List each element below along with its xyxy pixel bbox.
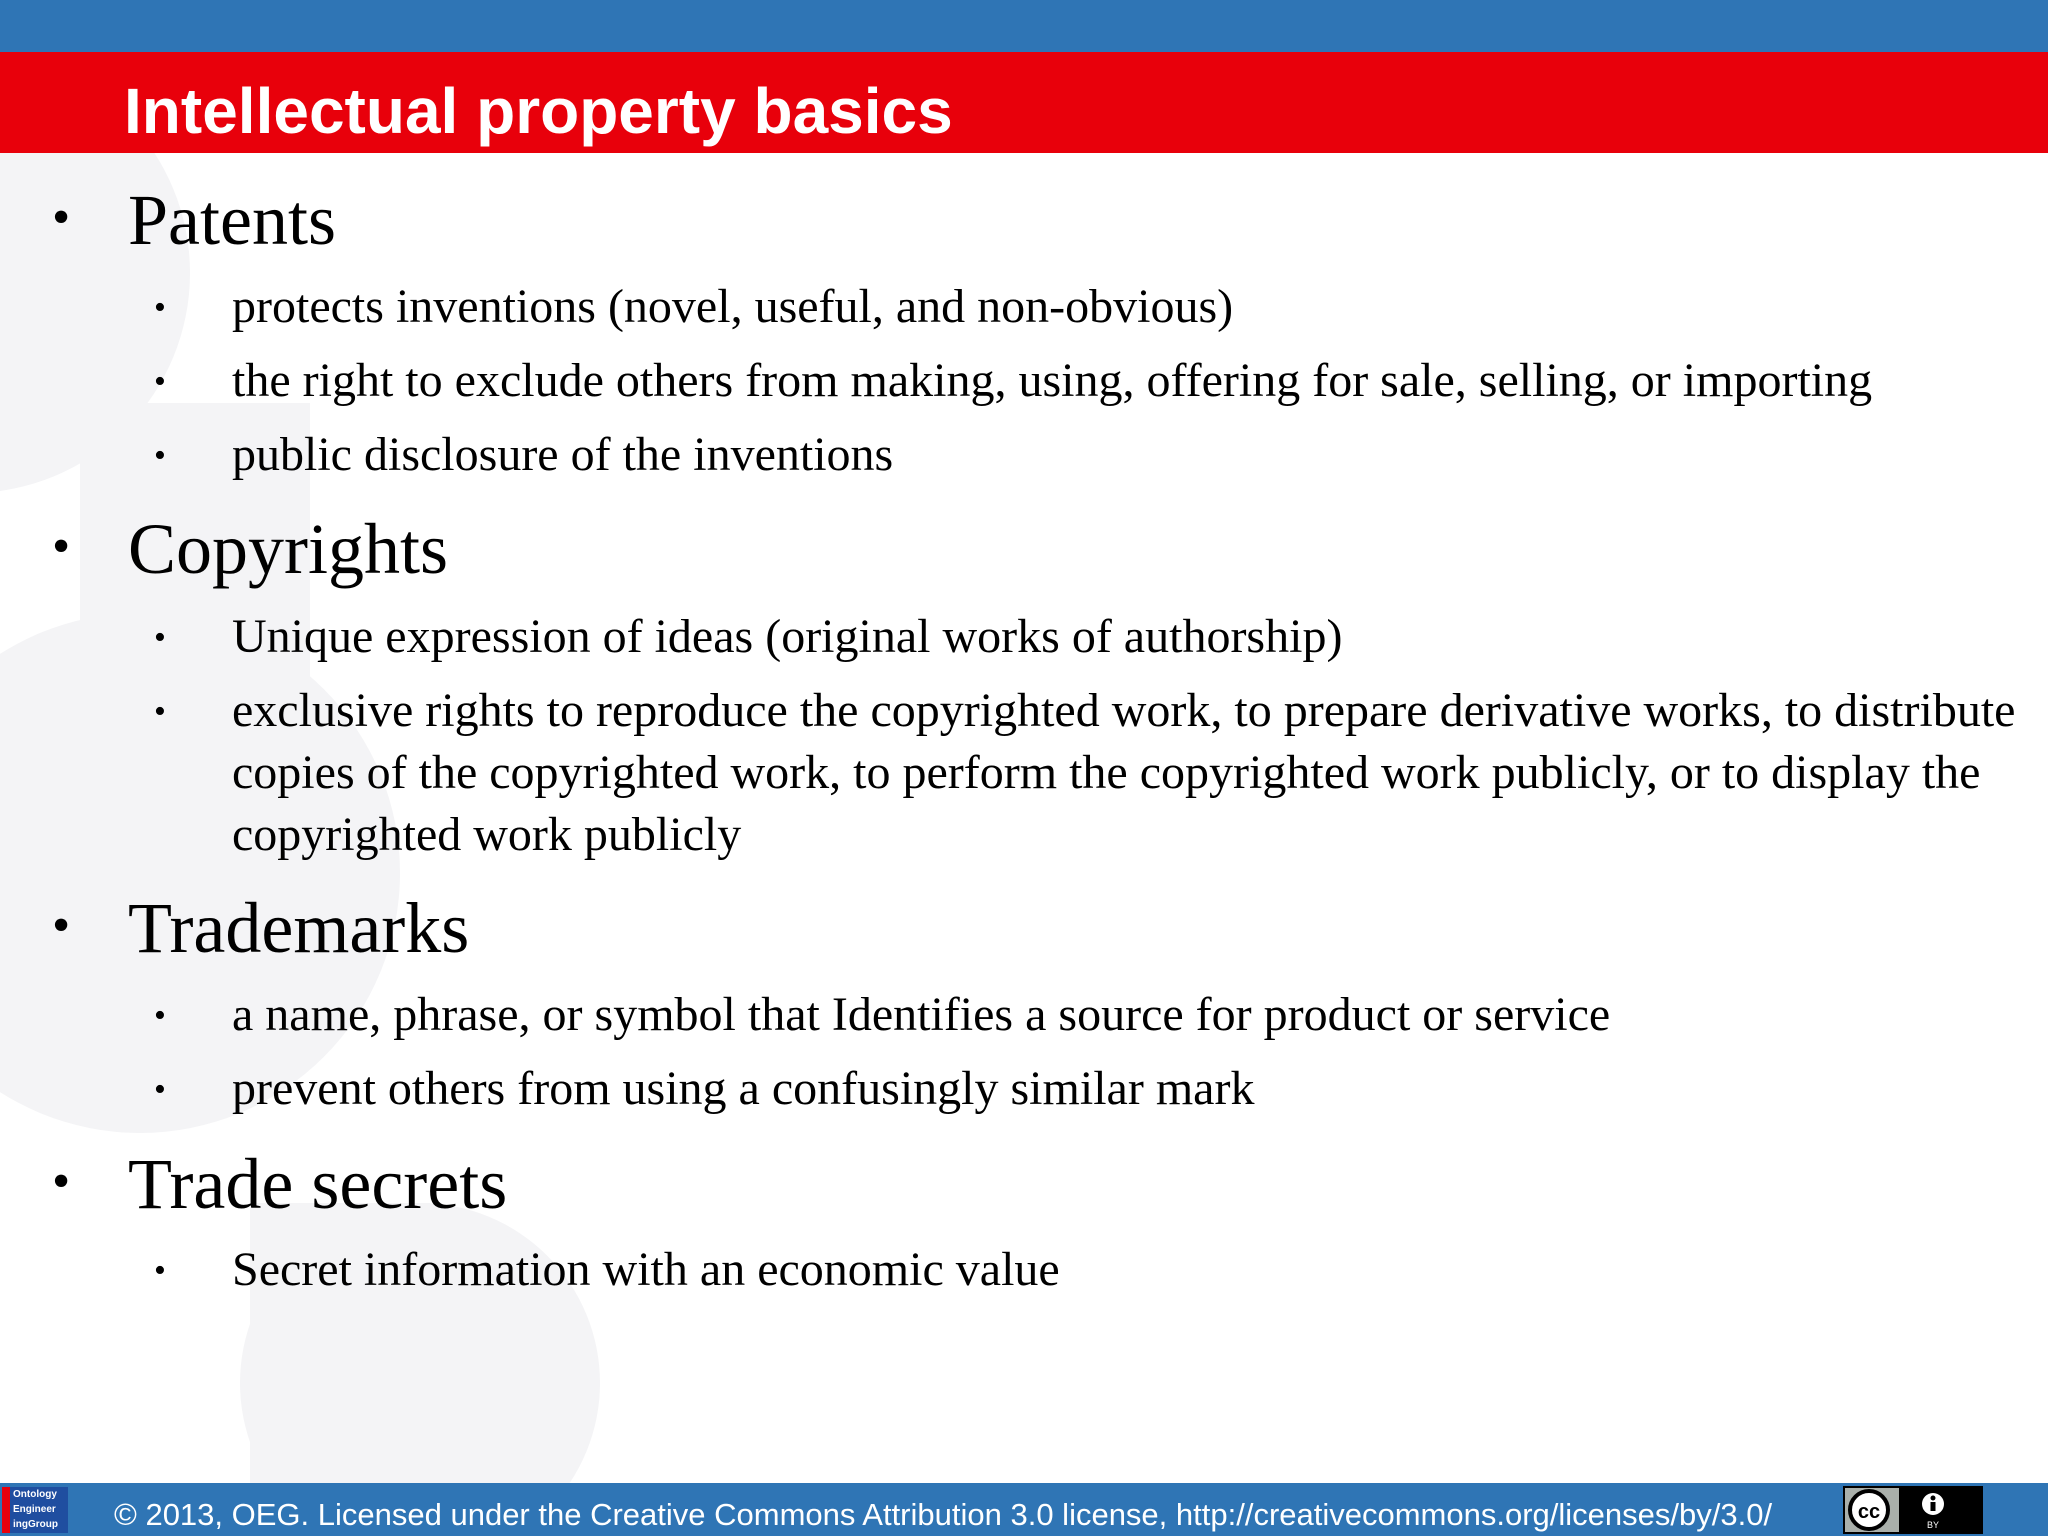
license-text: © 2013, OEG. Licensed under the Creative Commons Attribution 3.0 license, http://creativecommons.org/licenses/by/3.0/ <box>114 1497 1773 1532</box>
item-bullet: • <box>154 437 166 474</box>
list-item: a name, phrase, or symbol that Identifies a source for product or service <box>232 988 1611 1041</box>
list-item: Unique expression of ideas (original works of authorship) <box>232 610 1343 663</box>
oeg-logo <box>2 1487 68 1533</box>
oeg-logo-text: Ontology Engineer ingGroup <box>13 1489 58 1530</box>
list-item: public disclosure of the inventions <box>232 428 894 481</box>
slide-title: Intellectual property basics <box>124 75 953 147</box>
section-title-trade-secrets: Trade secrets <box>128 1144 508 1224</box>
by-label: BY <box>1926 1520 1940 1530</box>
item-bullet: • <box>154 363 166 400</box>
section-bullet: • <box>52 897 71 954</box>
section-title-trademarks: Trademarks <box>128 888 470 968</box>
attribution-person-icon <box>1922 1493 1944 1515</box>
item-bullet: • <box>154 1071 166 1108</box>
item-bullet: • <box>154 289 166 326</box>
list-item: protects inventions (novel, useful, and non-obvious) <box>232 280 1234 333</box>
item-bullet: • <box>154 619 166 656</box>
section-bullet: • <box>52 518 71 575</box>
item-bullet: • <box>154 693 166 730</box>
section-bullet: • <box>52 189 71 246</box>
item-bullet: • <box>154 997 166 1034</box>
section-title-copyrights: Copyrights <box>128 509 449 589</box>
list-item: prevent others from using a confusingly similar mark <box>232 1062 1255 1115</box>
list-item: the right to exclude others from making, using, offering for sale, selling, or importing <box>232 354 1873 407</box>
list-item: exclusive rights to reproduce the copyrighted work, to prepare derivative works, to distribute copies of the copyrighted work, to perform the copyrighted work publicly, or to display the copyrighted work publicly <box>232 684 2016 861</box>
list-item: Secret information with an economic value <box>232 1243 1060 1296</box>
section-title-patents: Patents <box>128 180 336 260</box>
item-bullet: • <box>154 1252 166 1289</box>
section-bullet: • <box>52 1153 71 1210</box>
cc-label: cc <box>1857 1501 1881 1523</box>
cc-icon <box>1850 1491 1888 1529</box>
cc-by-badge[interactable] <box>1843 1486 1983 1534</box>
